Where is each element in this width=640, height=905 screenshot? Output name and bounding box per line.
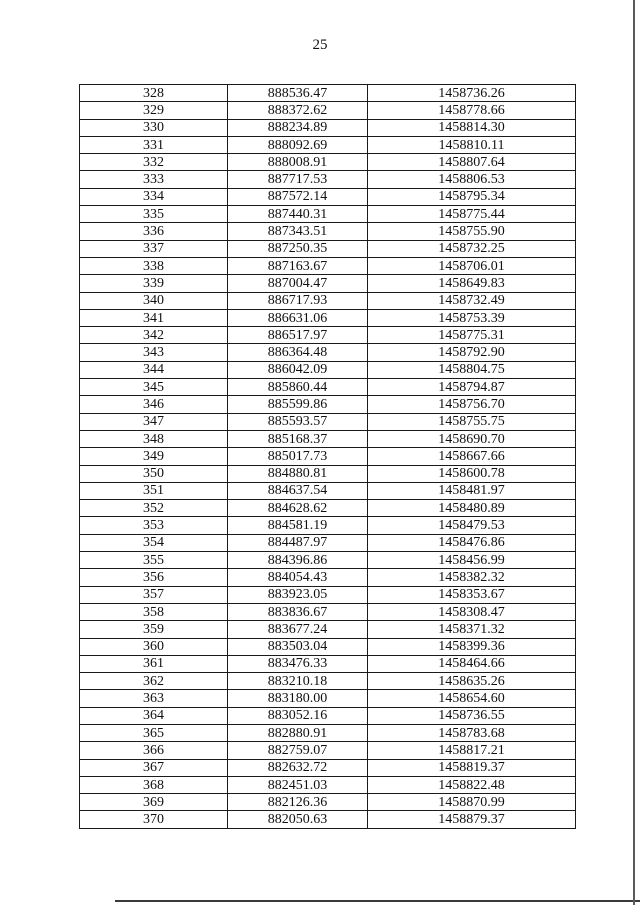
x-coordinate-cell: 884487.97 [228,534,368,551]
x-coordinate-cell: 882126.36 [228,794,368,811]
y-coordinate-cell: 1458814.30 [368,119,576,136]
table-row [80,465,576,482]
point-number-cell: 365 [80,724,228,741]
table-row [80,396,576,413]
point-number-cell: 359 [80,621,228,638]
y-coordinate-cell: 1458817.21 [368,742,576,759]
y-coordinate-cell: 1458353.67 [368,586,576,603]
y-coordinate-cell: 1458736.55 [368,707,576,724]
point-number-cell: 345 [80,379,228,396]
x-coordinate-cell: 887440.31 [228,206,368,223]
x-coordinate-cell: 888008.91 [228,154,368,171]
page-number: 25 [312,37,328,53]
table-row [80,569,576,586]
x-coordinate-cell: 887163.67 [228,257,368,274]
x-coordinate-cell: 885860.44 [228,379,368,396]
table-row [80,257,576,274]
y-coordinate-cell: 1458778.66 [368,102,576,119]
point-number-cell: 369 [80,794,228,811]
point-number-cell: 339 [80,275,228,292]
x-coordinate-cell: 888234.89 [228,119,368,136]
y-coordinate-cell: 1458600.78 [368,465,576,482]
scan-edge-bottom [115,900,640,902]
y-coordinate-cell: 1458481.97 [368,482,576,499]
table-row [80,707,576,724]
table-row [80,586,576,603]
point-number-cell: 348 [80,430,228,447]
y-coordinate-cell: 1458810.11 [368,136,576,153]
point-number-cell: 352 [80,500,228,517]
x-coordinate-cell: 885593.57 [228,413,368,430]
x-coordinate-cell: 886717.93 [228,292,368,309]
x-coordinate-cell: 885599.86 [228,396,368,413]
point-number-cell: 328 [80,85,228,102]
x-coordinate-cell: 883503.04 [228,638,368,655]
table-row [80,188,576,205]
x-coordinate-cell: 882880.91 [228,724,368,741]
point-number-cell: 344 [80,361,228,378]
point-number-cell: 349 [80,448,228,465]
y-coordinate-cell: 1458756.70 [368,396,576,413]
table-row [80,638,576,655]
point-number-cell: 370 [80,811,228,828]
x-coordinate-cell: 884054.43 [228,569,368,586]
x-coordinate-cell: 884628.62 [228,500,368,517]
table-row [80,517,576,534]
point-number-cell: 354 [80,534,228,551]
x-coordinate-cell: 888092.69 [228,136,368,153]
table-row [80,275,576,292]
table-row [80,534,576,551]
y-coordinate-cell: 1458783.68 [368,724,576,741]
y-coordinate-cell: 1458804.75 [368,361,576,378]
table-row [80,344,576,361]
x-coordinate-cell: 887250.35 [228,240,368,257]
table-row [80,448,576,465]
table-row [80,154,576,171]
y-coordinate-cell: 1458464.66 [368,655,576,672]
point-number-cell: 347 [80,413,228,430]
table-row [80,292,576,309]
table-row [80,690,576,707]
table-row [80,206,576,223]
table-row [80,171,576,188]
point-number-cell: 338 [80,257,228,274]
table-row [80,309,576,326]
point-number-cell: 363 [80,690,228,707]
y-coordinate-cell: 1458382.32 [368,569,576,586]
y-coordinate-cell: 1458753.39 [368,309,576,326]
x-coordinate-cell: 883923.05 [228,586,368,603]
table-row [80,811,576,828]
y-coordinate-cell: 1458822.48 [368,776,576,793]
table-row [80,776,576,793]
x-coordinate-cell: 884581.19 [228,517,368,534]
table-row [80,136,576,153]
y-coordinate-cell: 1458371.32 [368,621,576,638]
y-coordinate-cell: 1458654.60 [368,690,576,707]
point-number-cell: 350 [80,465,228,482]
point-number-cell: 356 [80,569,228,586]
y-coordinate-cell: 1458732.49 [368,292,576,309]
x-coordinate-cell: 888372.62 [228,102,368,119]
point-number-cell: 362 [80,673,228,690]
table-row [80,240,576,257]
y-coordinate-cell: 1458635.26 [368,673,576,690]
y-coordinate-cell: 1458879.37 [368,811,576,828]
coordinates-table-body [80,85,576,829]
y-coordinate-cell: 1458807.64 [368,154,576,171]
coordinates-table [79,84,576,829]
y-coordinate-cell: 1458806.53 [368,171,576,188]
point-number-cell: 358 [80,603,228,620]
x-coordinate-cell: 888536.47 [228,85,368,102]
scan-edge-right [633,0,635,905]
x-coordinate-cell: 883836.67 [228,603,368,620]
point-number-cell: 332 [80,154,228,171]
y-coordinate-cell: 1458690.70 [368,430,576,447]
table-row [80,430,576,447]
x-coordinate-cell: 883210.18 [228,673,368,690]
y-coordinate-cell: 1458399.36 [368,638,576,655]
y-coordinate-cell: 1458649.83 [368,275,576,292]
x-coordinate-cell: 883677.24 [228,621,368,638]
table-row [80,655,576,672]
point-number-cell: 329 [80,102,228,119]
point-number-cell: 337 [80,240,228,257]
point-number-cell: 368 [80,776,228,793]
table-row [80,621,576,638]
x-coordinate-cell: 886517.97 [228,327,368,344]
x-coordinate-cell: 883052.16 [228,707,368,724]
x-coordinate-cell: 885017.73 [228,448,368,465]
point-number-cell: 355 [80,552,228,569]
point-number-cell: 361 [80,655,228,672]
y-coordinate-cell: 1458775.31 [368,327,576,344]
point-number-cell: 330 [80,119,228,136]
x-coordinate-cell: 882632.72 [228,759,368,776]
x-coordinate-cell: 884880.81 [228,465,368,482]
x-coordinate-cell: 882451.03 [228,776,368,793]
y-coordinate-cell: 1458794.87 [368,379,576,396]
y-coordinate-cell: 1458870.99 [368,794,576,811]
table-row [80,673,576,690]
point-number-cell: 351 [80,482,228,499]
table-row [80,482,576,499]
x-coordinate-cell: 887343.51 [228,223,368,240]
x-coordinate-cell: 883180.00 [228,690,368,707]
x-coordinate-cell: 883476.33 [228,655,368,672]
table-row [80,413,576,430]
y-coordinate-cell: 1458775.44 [368,206,576,223]
table-row [80,724,576,741]
table-row [80,379,576,396]
table-row [80,102,576,119]
point-number-cell: 366 [80,742,228,759]
point-number-cell: 331 [80,136,228,153]
point-number-cell: 341 [80,309,228,326]
point-number-cell: 340 [80,292,228,309]
table-row [80,327,576,344]
y-coordinate-cell: 1458792.90 [368,344,576,361]
y-coordinate-cell: 1458308.47 [368,603,576,620]
x-coordinate-cell: 887572.14 [228,188,368,205]
point-number-cell: 342 [80,327,228,344]
x-coordinate-cell: 887717.53 [228,171,368,188]
table-row [80,361,576,378]
y-coordinate-cell: 1458819.37 [368,759,576,776]
x-coordinate-cell: 886042.09 [228,361,368,378]
table-row [80,500,576,517]
x-coordinate-cell: 884637.54 [228,482,368,499]
point-number-cell: 336 [80,223,228,240]
y-coordinate-cell: 1458479.53 [368,517,576,534]
table-row [80,794,576,811]
point-number-cell: 353 [80,517,228,534]
y-coordinate-cell: 1458795.34 [368,188,576,205]
table-row [80,119,576,136]
y-coordinate-cell: 1458456.99 [368,552,576,569]
x-coordinate-cell: 887004.47 [228,275,368,292]
point-number-cell: 343 [80,344,228,361]
point-number-cell: 335 [80,206,228,223]
table-row [80,223,576,240]
y-coordinate-cell: 1458706.01 [368,257,576,274]
point-number-cell: 360 [80,638,228,655]
point-number-cell: 367 [80,759,228,776]
x-coordinate-cell: 885168.37 [228,430,368,447]
y-coordinate-cell: 1458667.66 [368,448,576,465]
y-coordinate-cell: 1458755.75 [368,413,576,430]
point-number-cell: 334 [80,188,228,205]
table-row [80,85,576,102]
table-row [80,759,576,776]
table-row [80,742,576,759]
y-coordinate-cell: 1458736.26 [368,85,576,102]
table-row [80,552,576,569]
x-coordinate-cell: 882050.63 [228,811,368,828]
x-coordinate-cell: 886364.48 [228,344,368,361]
y-coordinate-cell: 1458476.86 [368,534,576,551]
y-coordinate-cell: 1458480.89 [368,500,576,517]
x-coordinate-cell: 884396.86 [228,552,368,569]
point-number-cell: 346 [80,396,228,413]
point-number-cell: 364 [80,707,228,724]
x-coordinate-cell: 882759.07 [228,742,368,759]
point-number-cell: 357 [80,586,228,603]
x-coordinate-cell: 886631.06 [228,309,368,326]
y-coordinate-cell: 1458732.25 [368,240,576,257]
table-row [80,603,576,620]
point-number-cell: 333 [80,171,228,188]
y-coordinate-cell: 1458755.90 [368,223,576,240]
